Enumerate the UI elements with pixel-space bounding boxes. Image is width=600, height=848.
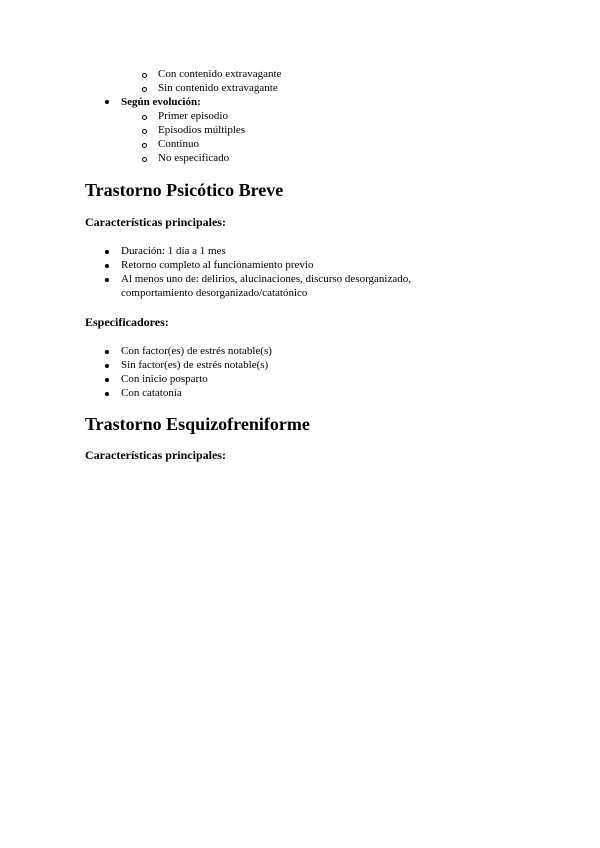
disc-bullet-icon <box>105 100 109 104</box>
specifiers-heading: Especificadores: <box>85 315 169 329</box>
disc-bullet-icon <box>105 264 109 268</box>
features-heading: Características principales: <box>85 215 226 229</box>
section-title: Trastorno Psicótico Breve <box>85 180 284 200</box>
circle-bullet-icon <box>142 129 147 134</box>
list-item: Con factor(es) de estrés notable(s) <box>121 345 272 357</box>
circle-bullet-icon <box>142 143 147 148</box>
list-item: Sin contenido extravagante <box>158 82 278 94</box>
disc-bullet-icon <box>105 350 109 354</box>
features-heading: Características principales: <box>85 448 226 462</box>
list-item: Primer episodio <box>158 110 228 122</box>
list-item: Episodios múltiples <box>158 124 246 136</box>
disc-bullet-icon <box>105 250 109 254</box>
disc-bullet-icon <box>105 378 109 382</box>
list-item: Con catatonía <box>121 387 182 399</box>
list-item: Continuo <box>158 138 199 150</box>
evolution-label: Según evolución: <box>121 96 201 108</box>
list-item-continuation: comportamiento desorganizado/catatónico <box>121 287 308 299</box>
list-item: Con contenido extravagante <box>158 68 282 80</box>
circle-bullet-icon <box>142 115 147 120</box>
circle-bullet-icon <box>142 87 147 92</box>
circle-bullet-icon <box>142 157 147 162</box>
list-item: Duración: 1 día a 1 mes <box>121 245 226 257</box>
disc-bullet-icon <box>105 278 109 282</box>
disc-bullet-icon <box>105 364 109 368</box>
disc-bullet-icon <box>105 392 109 396</box>
list-item: No especificado <box>158 152 230 164</box>
circle-bullet-icon <box>142 73 147 78</box>
list-item: Al menos uno de: delirios, alucinaciones, discurso desorganizado, <box>121 273 412 285</box>
list-item: Retorno completo al funcionamiento previo <box>121 259 314 271</box>
section-title: Trastorno Esquizofreniforme <box>85 414 310 434</box>
list-item: Con inicio posparto <box>121 373 208 385</box>
list-item: Sin factor(es) de estrés notable(s) <box>121 359 269 371</box>
